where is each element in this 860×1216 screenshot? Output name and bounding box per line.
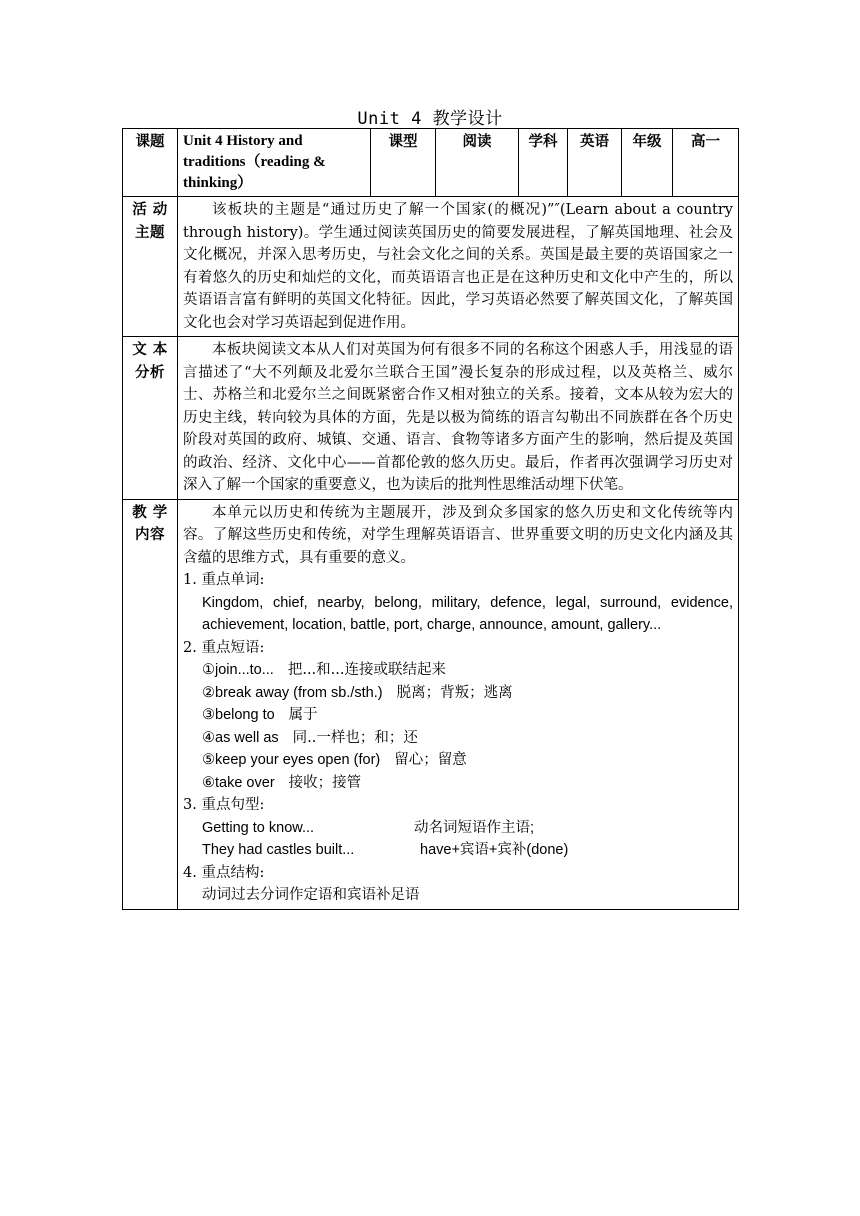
topic-value: Unit 4 History and traditions（reading & thinking） xyxy=(178,129,371,197)
phrase-item xyxy=(183,704,733,727)
phrase-cn: 把...和...连接或联结起来 xyxy=(287,662,446,678)
type-label: 课型 xyxy=(371,129,436,197)
sentence-en: They had castles built... xyxy=(202,842,355,858)
content-row xyxy=(123,499,739,909)
activity-text: 该板块的主题是“通过历史了解一个国家(的概况)”″(Learn about a country through history)。学生通过阅读英国历史的简要发展进程，了解英国地理、社会及文化概况，并深入思考历史，与社会文化之间的关系。英国是最主要的英语国家之一有着悠久的历史和灿烂的文化，而英语语言也正是在这种历史和文化中产生的，所以英语语言富有鲜明的英国文化特征。因此，学习英语必然要了解英国文化，了解英国文化也会对学习英语起到促进作用。 xyxy=(183,202,733,331)
analysis-label-line1: 文 本 xyxy=(132,341,168,358)
sentence-cn: have+宾语+宾补(done) xyxy=(420,842,569,858)
content-label-line2: 内容 xyxy=(135,526,165,543)
analysis-text: 本板块阅读文本从人们对英国为何有很多不同的名称这个困惑人手，用浅显的语言描述了“大不列颠及北爱尔兰联合王国”漫长复杂的形成过程，以及英格兰、威尔士、苏格兰和北爱尔兰之间既紧密合作又相对独立的关系。接着，文本从较为宏大的历史主线，转向较为具体的方面，先是以极为简练的语言勾勒出不同族群在各个历史阶段对英国的政府、城镇、交通、语言、食物等诸多方面产生的影响，然后提及英国的政治、经济、文化中心——首都伦敦的悠久历史。最后，作者再次强调学习历史对深入了解一个国家的重要意义，也为读后的批判性思维活动埋下伏笔。 xyxy=(183,342,733,493)
phrase-en: ②break away (from sb./sth.) xyxy=(202,684,383,701)
phrase-en: ⑥take over xyxy=(202,774,275,791)
key-structure: 动词过去分词作定语和宾语补足语 xyxy=(202,887,420,903)
phrase-en: ④as well as xyxy=(202,729,279,746)
structure-heading: 4. 重点结构: xyxy=(183,864,265,881)
lesson-plan-table xyxy=(122,128,739,910)
teaching-content xyxy=(178,499,739,909)
phrase-en: ③belong to xyxy=(202,707,275,723)
phrase-en: ⑤keep your eyes open (for) xyxy=(202,752,381,768)
activity-row xyxy=(123,197,739,337)
subject-value: 英语 xyxy=(568,129,622,197)
activity-label xyxy=(123,197,178,337)
sentence-item xyxy=(183,817,733,840)
phrases-heading: 2. 重点短语: xyxy=(183,639,265,656)
sentence-en: Getting to know... xyxy=(202,819,315,836)
sentence-item xyxy=(183,839,733,862)
activity-label-line1: 活 动 xyxy=(132,201,168,218)
analysis-label xyxy=(123,337,178,500)
content-intro: 本单元以历史和传统为主题展开，涉及到众多国家的悠久历史和文化传统等内容。了解这些历史和传统，对学生理解英语语言、世界重要文明的历史文化内涵及其含蕴的思维方式，具有重要的意义。 xyxy=(183,504,733,566)
document-title: Unit 4 教学设计 xyxy=(357,109,503,129)
phrase-cn: 接收；接管 xyxy=(288,774,362,791)
phrase-item xyxy=(183,682,733,705)
phrase-item xyxy=(183,749,733,772)
phrase-item xyxy=(183,659,733,682)
phrase-cn: 属于 xyxy=(288,707,318,723)
grade-label: 年级 xyxy=(622,129,673,197)
sentences-heading: 3. 重点句型: xyxy=(183,797,265,813)
grade-value: 高一 xyxy=(673,129,739,197)
type-value: 阅读 xyxy=(436,129,519,197)
phrase-item xyxy=(183,772,733,795)
phrase-item xyxy=(183,727,733,750)
subject-label: 学科 xyxy=(519,129,568,197)
topic-label: 课题 xyxy=(123,129,178,197)
analysis-label-line2: 分析 xyxy=(135,363,165,381)
content-label xyxy=(123,499,178,909)
analysis-row xyxy=(123,337,739,500)
phrase-cn: 留心；留意 xyxy=(394,752,467,768)
phrase-cn: 脱离；背叛；逃离 xyxy=(396,684,513,701)
content-label-line1: 教 学 xyxy=(132,503,168,521)
analysis-content xyxy=(178,337,739,500)
words-heading: 1. 重点单词: xyxy=(183,572,265,588)
key-words: Kingdom, chief, nearby, belong, military, defence, legal, surround, evidence, achievement, location, battle, port, charge, announce, amount, gallery... xyxy=(202,594,733,633)
phrase-cn: 同..一样也；和；还 xyxy=(292,729,418,746)
activity-content xyxy=(178,197,739,337)
activity-label-line2: 主题 xyxy=(135,223,165,241)
sentence-cn: 动名词短语作主语; xyxy=(414,819,535,836)
phrase-en: ①join...to... xyxy=(202,662,274,678)
header-row xyxy=(123,129,739,197)
